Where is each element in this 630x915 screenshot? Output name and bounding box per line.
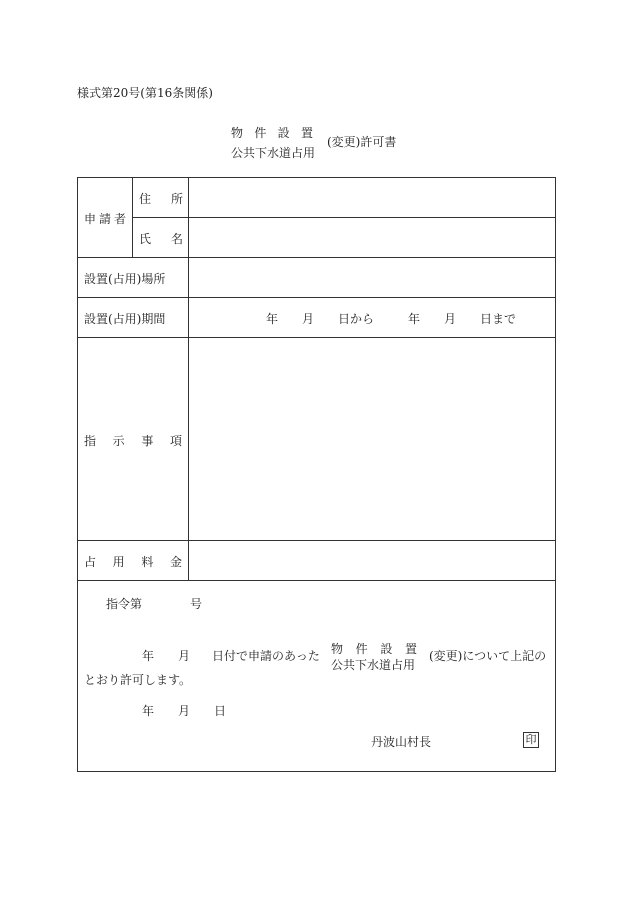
order-prefix: 指令第 xyxy=(106,597,143,611)
label-char: 申 xyxy=(84,212,97,226)
label-char: 事 xyxy=(141,434,154,448)
label-char: 項 xyxy=(169,434,182,448)
row-divider xyxy=(132,217,556,218)
title-line2: 公共下水道占用 xyxy=(231,146,316,160)
applied-month: 月 xyxy=(178,649,191,663)
row-divider xyxy=(77,257,556,258)
label-char: 住 xyxy=(139,192,152,206)
period-month-2: 月 xyxy=(444,312,457,326)
row-divider xyxy=(77,580,556,581)
sign-year: 年 xyxy=(142,704,155,718)
label-char: 用 xyxy=(112,555,125,569)
name-label xyxy=(139,230,183,247)
period-year-1: 年 xyxy=(266,312,279,326)
applied-text: 日付で申請のあった xyxy=(212,649,320,663)
applied-year: 年 xyxy=(142,649,155,663)
label-char: 示 xyxy=(112,434,125,448)
order-suffix: 号 xyxy=(190,597,203,611)
label-char: 者 xyxy=(113,212,126,226)
fee-label xyxy=(84,553,182,570)
label-char: 金 xyxy=(169,555,182,569)
title-char: 置 xyxy=(300,126,313,140)
title-char: 件 xyxy=(254,126,267,140)
title-suffix: (変更)許可書 xyxy=(327,135,397,149)
period-year-2: 年 xyxy=(408,312,421,326)
label-char: 所 xyxy=(170,192,183,206)
mid-char: 置 xyxy=(404,642,417,656)
label-char: 占 xyxy=(84,555,97,569)
label-char: 氏 xyxy=(139,232,152,246)
location-label: 設置(占用)場所 xyxy=(84,272,166,286)
row-divider xyxy=(77,297,556,298)
applicant-label xyxy=(84,210,126,227)
mid-char: 設 xyxy=(380,642,393,656)
period-month-1: 月 xyxy=(302,312,315,326)
mid-char: 件 xyxy=(355,642,368,656)
row-divider xyxy=(77,337,556,338)
instructions-label xyxy=(84,432,182,449)
mid-line1 xyxy=(331,640,417,657)
row-divider xyxy=(77,540,556,541)
mid-line2: 公共下水道占用 xyxy=(331,658,416,672)
period-label: 設置(占用)期間 xyxy=(84,312,166,326)
address-label xyxy=(139,190,183,207)
period-day-from: 日から xyxy=(338,312,375,326)
mayor-title: 丹波山村長 xyxy=(371,735,432,749)
permit-statement: とおり許可します。 xyxy=(84,673,192,687)
column-divider xyxy=(188,177,189,580)
title-line1 xyxy=(231,124,313,141)
sign-day: 日 xyxy=(214,704,227,718)
label-char: 請 xyxy=(98,212,111,226)
period-day-until: 日まで xyxy=(480,312,517,326)
sign-month: 月 xyxy=(178,704,191,718)
label-char: 料 xyxy=(141,555,154,569)
label-char: 指 xyxy=(84,434,97,448)
form-number: 様式第20号(第16条関係) xyxy=(77,86,213,100)
title-char: 設 xyxy=(277,126,290,140)
seal-char: 印 xyxy=(525,733,537,746)
mid-char: 物 xyxy=(331,642,344,656)
seal-box xyxy=(523,732,539,748)
continue-text: (変更)について上記の xyxy=(429,649,547,663)
label-char: 名 xyxy=(170,232,183,246)
title-char: 物 xyxy=(231,126,244,140)
column-divider xyxy=(132,177,133,257)
